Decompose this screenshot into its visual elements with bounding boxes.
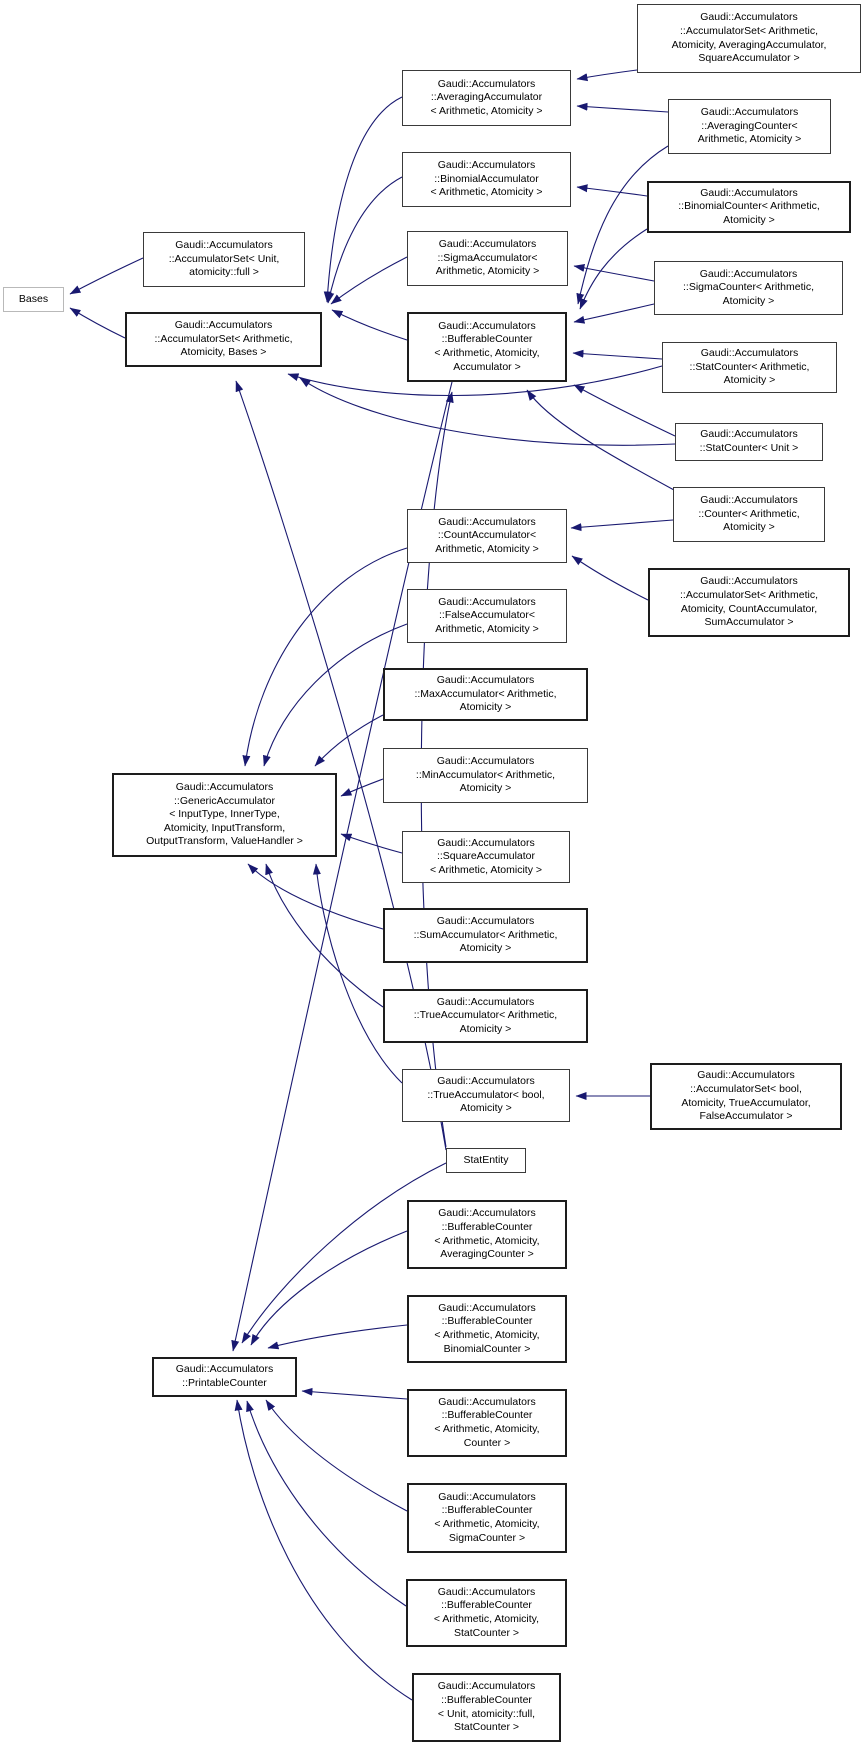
class-node-label-line: < Arithmetic, Atomicity, [433,1613,540,1625]
class-node-sigma-accumulator[interactable] [407,231,568,286]
class-node-bases[interactable] [3,287,64,312]
class-node-label-line: ::TrueAccumulator< Arithmetic, [413,1009,558,1022]
class-node-true-accumulator-bool[interactable] [402,1069,570,1122]
class-node-label-line: Atomicity > [722,294,775,307]
class-node-label-line: Gaudi::Accumulators [175,781,274,794]
class-node-label-line: ::BufferableCounter [441,333,533,346]
inheritance-edge-accset-avg-square-to-averaging-accumulator [577,70,637,79]
inheritance-edge-square-accumulator-to-generic-accumulator [341,834,402,853]
class-node-label-line: SumAccumulator > [704,616,794,629]
class-node-label-line: atomicity::full > [189,266,259,279]
class-node-label-line: SigmaCounter > [448,1531,526,1544]
class-node-count-accumulator[interactable] [407,509,567,563]
class-node-bufferable-unit-statcounter[interactable] [412,1673,561,1742]
class-node-label-line: Gaudi::Accumulators [700,186,798,199]
class-node-label-line: < Arithmetic, Atomicity > [430,186,543,199]
class-node-label-line: ::MinAccumulator< Arithmetic, [415,768,556,781]
class-node-binomial-accumulator[interactable] [402,152,571,207]
class-node-label-line: ::BufferableCounter [441,1220,533,1233]
class-node-label-line: Arithmetic, Atomicity > [435,622,539,635]
class-node-label-line: Gaudi::Accumulators [697,1069,795,1082]
class-node-label-line: Gaudi::Accumulators [438,1490,536,1503]
class-node-label-line: Atomicity > [459,701,512,714]
class-node-label-line: ::GenericAccumulator [174,794,275,807]
inheritance-edge-binomial-accumulator-to-accset-bases [328,177,402,303]
class-node-label-line: ::SigmaAccumulator< [437,251,538,264]
class-node-label-line: Gaudi::Accumulators [438,1301,536,1314]
class-node-label-line: Gaudi::Accumulators [437,159,536,172]
class-node-label-line: ::PrintableCounter [182,1377,267,1389]
class-node-label-line: Atomicity > [723,213,775,226]
class-node-label-line: ::BufferableCounter [441,1599,532,1612]
class-node-label-line: Gaudi::Accumulators [438,515,536,528]
inheritance-edge-averaging-accumulator-to-accset-bases [327,97,402,302]
class-node-label-line: < Arithmetic, Atomicity, [434,1234,540,1247]
class-node-label-line: Gaudi::Accumulators [699,267,798,280]
class-node-label-line: Atomicity > [723,521,775,534]
inheritance-edge-stat-counter-unit-to-accset-bases [300,378,675,445]
class-node-label-line: SquareAccumulator > [698,52,800,65]
class-node-stat-counter[interactable] [662,342,837,393]
inheritance-edge-counter-to-count-accumulator [571,520,673,528]
class-node-label-line: AveragingCounter > [440,1248,534,1261]
class-node-label-line: Gaudi::Accumulators [436,915,535,928]
class-node-label-line: Atomicity, TrueAccumulator, [681,1096,811,1109]
class-node-label-line: StatCounter > [453,1721,520,1734]
class-node-label-line: Atomicity, InputTransform, [163,821,286,834]
class-node-label-line: Gaudi::Accumulators [438,1207,536,1220]
class-node-label-line: Gaudi::Accumulators [436,995,535,1008]
class-node-bufferable-statcounter[interactable] [406,1579,567,1647]
class-node-label-line: ::AveragingCounter< [701,119,798,132]
inheritance-edge-bufferable-counter-to-accset-bases [332,310,407,340]
class-node-bufferable-counter[interactable] [407,312,567,382]
class-node-label-line: Gaudi::Accumulators [436,674,535,687]
class-node-binomial-counter[interactable] [647,181,851,233]
class-node-label-line: Gaudi::Accumulators [438,319,536,332]
inheritance-edge-stat-counter-to-bufferable-counter [573,353,662,359]
class-node-label-line: Counter > [463,1436,511,1449]
class-node-label-line: ::SigmaCounter< Arithmetic, [682,281,814,294]
class-node-label-line: Gaudi::Accumulators [438,238,537,251]
class-node-label-line: Arithmetic, Atomicity > [697,133,802,146]
inheritance-edge-bufferable-counter-counter-to-printable-counter [302,1391,407,1399]
inheritance-edge-stat-counter-unit-to-bufferable-counter [574,385,675,436]
class-node-label-line: Gaudi::Accumulators [700,494,798,507]
inheritance-edge-count-accumulator-to-generic-accumulator [245,548,407,766]
class-node-label-line: ::BufferableCounter [441,1504,533,1517]
class-node-label-line: Gaudi::Accumulators [436,755,535,768]
class-node-label-line: Arithmetic, Atomicity > [435,265,540,278]
inheritance-edge-averaging-counter-to-averaging-accumulator [577,106,668,112]
class-node-label-line: Gaudi::Accumulators [175,1363,274,1376]
class-node-statentity[interactable] [446,1148,526,1173]
class-node-label-line: < Arithmetic, Atomicity > [430,104,543,117]
class-node-label-line: < InputType, InnerType, [169,808,280,821]
class-node-label-line: Bases [18,292,49,305]
inheritance-edge-binomial-counter-to-binomial-accumulator [577,187,647,196]
inheritance-edge-counter-to-bufferable-counter [527,390,674,490]
class-node-label-line: Atomicity > [459,1022,512,1035]
class-node-label-line: OutputTransform, ValueHandler > [146,835,303,848]
class-node-bufferable-counter-counter[interactable] [407,1389,567,1457]
class-node-stat-counter-unit[interactable] [675,423,823,461]
class-node-label-line: ::CountAccumulator< [437,529,537,542]
inheritance-edge-bufferable-sigmacounter-to-printable-counter [266,1400,407,1511]
class-node-label-line: ::AccumulatorSet< bool, [690,1082,802,1095]
class-node-counter[interactable] [673,487,825,542]
inheritance-edge-accset-unit-to-bases [70,258,143,294]
class-node-label-line: < Arithmetic, Atomicity, [434,347,540,359]
class-node-label-line: < Unit, atomicity::full, [437,1707,536,1720]
class-node-label-line: Gaudi::Accumulators [438,1395,536,1408]
inheritance-edge-sigma-counter-to-bufferable-counter [574,304,654,322]
class-node-label-line: ::StatCounter< Arithmetic, [689,360,810,373]
class-node-label-line: ::BufferableCounter [441,1693,532,1706]
class-node-label-line: StatCounter > [453,1626,520,1639]
class-node-label-line: Gaudi::Accumulators [437,1585,536,1598]
class-node-label-line: Gaudi::Accumulators [700,106,799,119]
inheritance-edge-bufferable-unit-statcounter-to-printable-counter [237,1400,412,1700]
class-node-label-line: < Arithmetic, Atomicity, [434,1329,540,1341]
class-node-label-line: Atomicity > [723,374,776,387]
class-node-bufferable-binomialcounter[interactable] [407,1295,567,1363]
class-node-averaging-counter[interactable] [668,99,831,154]
class-node-label-line: ::SumAccumulator< Arithmetic, [413,928,558,941]
class-node-label-line: ::AccumulatorSet< Unit, [168,252,280,265]
class-node-label-line: Gaudi::Accumulators [700,11,798,24]
class-node-accset-bool[interactable] [650,1063,842,1130]
class-node-label-line: Gaudi::Accumulators [438,595,536,608]
class-node-label-line: Gaudi::Accumulators [700,428,798,441]
class-node-label-line: < Arithmetic, Atomicity, [434,1423,540,1435]
class-node-label-line: BinomialCounter > [443,1342,531,1355]
class-node-label-line: Gaudi::Accumulators [437,1680,536,1693]
class-node-label-line: ::AccumulatorSet< Arithmetic, [679,588,818,601]
inheritance-edge-bufferable-statcounter-to-printable-counter [247,1401,406,1606]
class-node-label-line: Atomicity, Bases > [180,346,267,359]
class-node-label-line: Gaudi::Accumulators [437,77,536,90]
class-node-label-line: Atomicity > [460,1102,512,1115]
class-node-label-line: Arithmetic, Atomicity > [435,542,539,555]
inheritance-edge-sigma-accumulator-to-accset-bases [331,257,407,304]
class-node-label-line: ::TrueAccumulator< bool, [427,1088,545,1101]
class-node-label-line: Atomicity > [459,942,512,955]
class-node-label-line: ::FalseAccumulator< [439,609,535,622]
class-node-bufferable-sigmacounter[interactable] [407,1483,567,1553]
inheritance-edge-accset-bases-to-bases [70,308,125,338]
class-node-max-accumulator[interactable] [383,668,588,721]
class-node-label-line: ::BufferableCounter [441,1409,533,1422]
class-node-printable-counter[interactable] [152,1357,297,1397]
class-node-label-line: FalseAccumulator > [699,1110,793,1123]
class-node-label-line: Gaudi::Accumulators [174,319,273,332]
class-node-generic-accumulator[interactable] [112,773,337,857]
class-node-label-line: Accumulator > [453,360,521,373]
class-node-label-line: Gaudi::Accumulators [700,347,799,360]
class-node-label-line: Gaudi::Accumulators [437,1075,535,1088]
class-node-accset-avg-square[interactable] [637,4,861,73]
class-node-averaging-accumulator[interactable] [402,70,571,126]
class-node-square-accumulator[interactable] [402,831,570,883]
class-node-label-line: ::MaxAccumulator< Arithmetic, [414,687,557,700]
class-node-label-line: Atomicity > [459,782,512,795]
class-node-label-line: Atomicity, AveragingAccumulator, [671,38,827,51]
class-node-label-line: < Arithmetic, Atomicity > [429,863,543,876]
class-node-label-line: Atomicity, CountAccumulator, [680,602,818,615]
class-node-label-line: ::AccumulatorSet< Arithmetic, [679,24,818,37]
class-node-label-line: ::AccumulatorSet< Arithmetic, [154,332,293,345]
class-node-sigma-counter[interactable] [654,261,843,315]
class-node-label-line: ::AveragingAccumulator [430,91,543,104]
inheritance-edge-sum-accumulator-to-generic-accumulator [248,864,383,929]
class-node-label-line: ::BufferableCounter [441,1315,533,1328]
class-node-label-line: Gaudi::Accumulators [437,836,535,849]
inheritance-edge-true-accumulator-bool-to-generic-accumulator [316,864,402,1083]
class-node-accset-count-sum[interactable] [648,568,850,637]
class-node-bufferable-averagingcounter[interactable] [407,1200,567,1269]
class-node-label-line: ::BinomialCounter< Arithmetic, [678,200,820,213]
class-node-true-accumulator[interactable] [383,989,588,1043]
class-node-label-line: < Arithmetic, Atomicity, [434,1518,540,1530]
class-node-sum-accumulator[interactable] [383,908,588,963]
class-node-label-line: ::StatCounter< Unit > [699,442,799,454]
inheritance-edge-accset-count-sum-to-count-accumulator [572,556,648,600]
class-node-accset-bases[interactable] [125,312,322,367]
class-node-label-line: Gaudi::Accumulators [175,239,273,252]
class-node-label-line: ::BinomialAccumulator [434,172,539,185]
class-node-label-line: ::Counter< Arithmetic, [698,507,800,520]
class-node-label-line: StatEntity [463,1153,509,1166]
inheritance-edge-bufferable-binomialcounter-to-printable-counter [268,1325,407,1348]
class-node-label-line: ::SquareAccumulator [436,850,536,863]
class-node-accset-unit[interactable] [143,232,305,287]
class-node-min-accumulator[interactable] [383,748,588,803]
class-node-label-line: Gaudi::Accumulators [700,575,798,588]
class-node-false-accumulator[interactable] [407,589,567,643]
